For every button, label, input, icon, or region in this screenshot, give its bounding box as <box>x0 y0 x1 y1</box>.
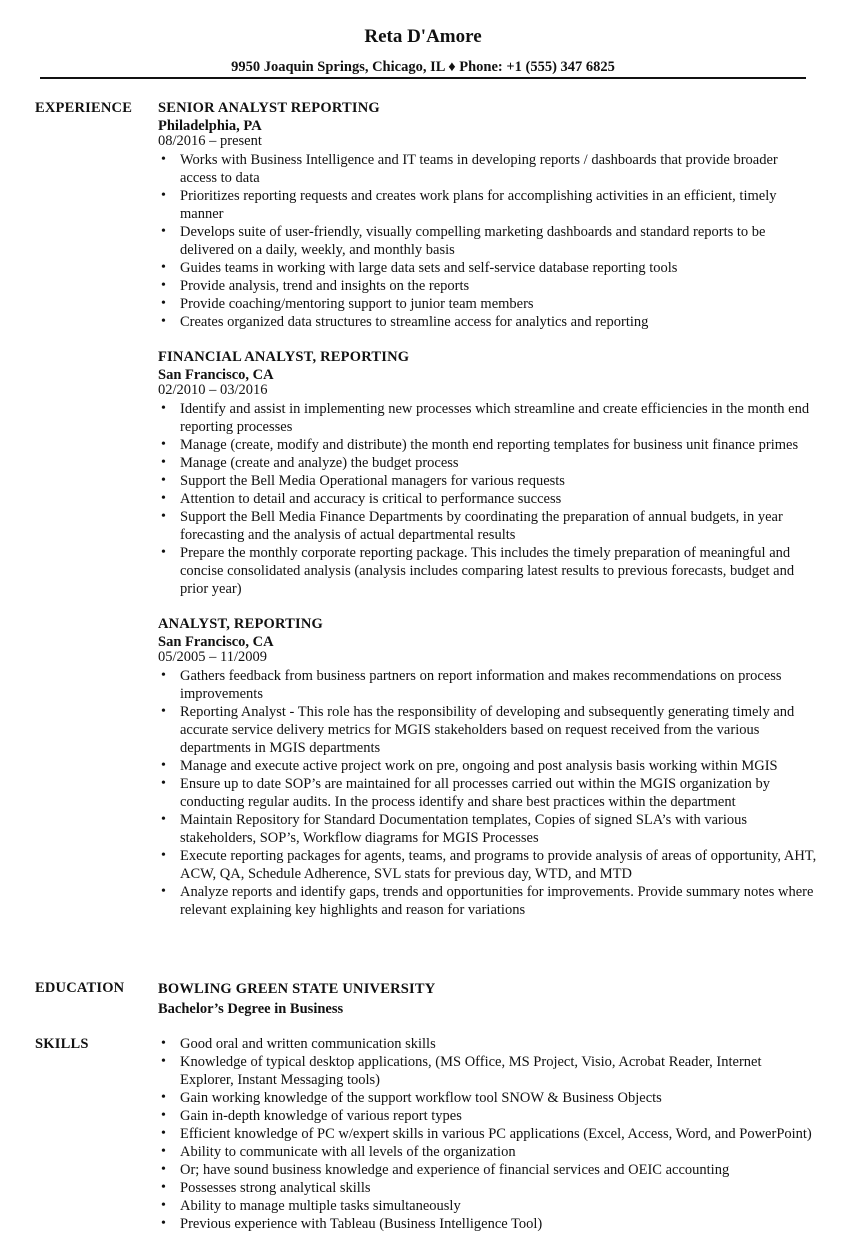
job-bullet-item: • Provide analysis, trend and insights on the reports <box>158 277 818 295</box>
job-bullets <box>158 151 818 331</box>
job-bullet-item: • Ensure up to date SOP’s are maintained for all processes carried out within the MGIS organization by conducting regular audits. In the process identify and share best practices within the department <box>158 775 818 811</box>
job-bullets <box>158 667 818 919</box>
skills-list <box>158 1035 818 1233</box>
skill-item: • Efficient knowledge of PC w/expert skills in various PC applications (Excel, Access, Word, and PowerPoint) <box>158 1125 818 1143</box>
job-bullet-item: • Reporting Analyst - This role has the responsibility of developing and subsequently generating timely and accurate service delivery metrics for MGIS stakeholders based on request received from the various departments in MGIS departments <box>158 703 818 757</box>
job-bullet-item: • Execute reporting packages for agents, teams, and programs to provide analysis of areas of opportunity, AHT, ACW, QA, Schedule Adherence, SVL stats for previous day, WTD, and MTD <box>158 847 818 883</box>
job-bullet-item: • Manage (create, modify and distribute) the month end reporting templates for business unit finance primes <box>158 436 818 454</box>
job-bullet-item: • Manage (create and analyze) the budget process <box>158 454 818 472</box>
job-bullet-item: • Support the Bell Media Operational managers for various requests <box>158 472 818 490</box>
section-heading-skills: SKILLS <box>35 1036 89 1052</box>
job-title: FINANCIAL ANALYST, REPORTING <box>158 349 410 365</box>
skill-item: • Or; have sound business knowledge and experience of financial services and OEIC accounting <box>158 1161 818 1179</box>
section-heading-education: EDUCATION <box>35 980 125 996</box>
job-bullet-item: • Support the Bell Media Finance Departments by coordinating the preparation of annual budgets, in year forecasting and the analysis of actual departmental results <box>158 508 818 544</box>
skills-entry <box>158 1035 818 1233</box>
job-bullet-item: • Provide coaching/mentoring support to junior team members <box>158 295 818 313</box>
experience-list <box>158 99 818 936</box>
job-dates: 08/2016 – present <box>158 133 262 149</box>
candidate-name: Reta D'Amore <box>364 26 482 47</box>
job-bullet-item: • Develops suite of user-friendly, visually compelling marketing dashboards and standard reports to be delivered on a daily, weekly, and monthly basis <box>158 223 818 259</box>
job-title: ANALYST, REPORTING <box>158 616 324 632</box>
job-bullet-item: • Identify and assist in implementing new processes which streamline and create efficiencies in the month end reporting processes <box>158 400 818 436</box>
job-bullet-item: • Manage and execute active project work on pre, ongoing and post analysis basis working within MGIS <box>158 757 818 775</box>
skill-item: • Ability to manage multiple tasks simultaneously <box>158 1197 818 1215</box>
job-location: Philadelphia, PA <box>158 118 262 134</box>
job-bullet-item: • Analyze reports and identify gaps, trends and opportunities for improvements. Provide summary notes where relevant explaining key highlights and reason for variations <box>158 883 818 919</box>
skill-item: • Previous experience with Tableau (Business Intelligence Tool) <box>158 1215 818 1233</box>
job-bullet-item: • Maintain Repository for Standard Documentation templates, Copies of signed SLA’s with various stakeholders, SOP’s, Workflow diagrams for MGIS Processes <box>158 811 818 847</box>
job-bullet-item: • Creates organized data structures to streamline access for analytics and reporting <box>158 313 818 331</box>
job-entry <box>158 348 818 598</box>
skill-item: • Gain in-depth knowledge of various report types <box>158 1107 818 1125</box>
education-entry <box>158 979 818 1019</box>
job-bullets <box>158 400 818 598</box>
section-heading-experience: EXPERIENCE <box>35 100 133 116</box>
contact-line: 9950 Joaquin Springs, Chicago, IL ♦ Phone: +1 (555) 347 6825 <box>231 59 615 75</box>
job-bullet-item: • Prioritizes reporting requests and creates work plans for accomplishing activities in an efficient, timely manner <box>158 187 818 223</box>
job-location: San Francisco, CA <box>158 367 274 383</box>
skill-item: • Knowledge of typical desktop applications, (MS Office, MS Project, Visio, Acrobat Reader, Internet Explorer, Instant Messaging tools) <box>158 1053 818 1089</box>
job-bullet-item: • Attention to detail and accuracy is critical to performance success <box>158 490 818 508</box>
education-school: BOWLING GREEN STATE UNIVERSITY <box>158 981 436 997</box>
job-title: SENIOR ANALYST REPORTING <box>158 100 380 116</box>
skill-item: • Good oral and written communication skills <box>158 1035 818 1053</box>
skill-item: • Ability to communicate with all levels of the organization <box>158 1143 818 1161</box>
job-dates: 05/2005 – 11/2009 <box>158 649 268 665</box>
education-degree: Bachelor’s Degree in Business <box>158 1001 344 1017</box>
skill-item: • Possesses strong analytical skills <box>158 1179 818 1197</box>
job-bullet-item: • Guides teams in working with large data sets and self-service database reporting tools <box>158 259 818 277</box>
job-location: San Francisco, CA <box>158 634 274 650</box>
job-dates: 02/2010 – 03/2016 <box>158 382 268 398</box>
header-divider <box>40 77 806 79</box>
job-bullet-item: • Gathers feedback from business partners on report information and makes recommendations on process improvements <box>158 667 818 703</box>
job-bullet-item: • Works with Business Intelligence and IT teams in developing reports / dashboards that provide broader access to data <box>158 151 818 187</box>
skill-item: • Gain working knowledge of the support workflow tool SNOW & Business Objects <box>158 1089 818 1107</box>
job-entry <box>158 99 818 331</box>
job-entry <box>158 615 818 919</box>
job-bullet-item: • Prepare the monthly corporate reporting package. This includes the timely preparation of meaningful and concise consolidated analysis (analysis includes comparing latest results to previous forecasts, budget and prior year) <box>158 544 818 598</box>
